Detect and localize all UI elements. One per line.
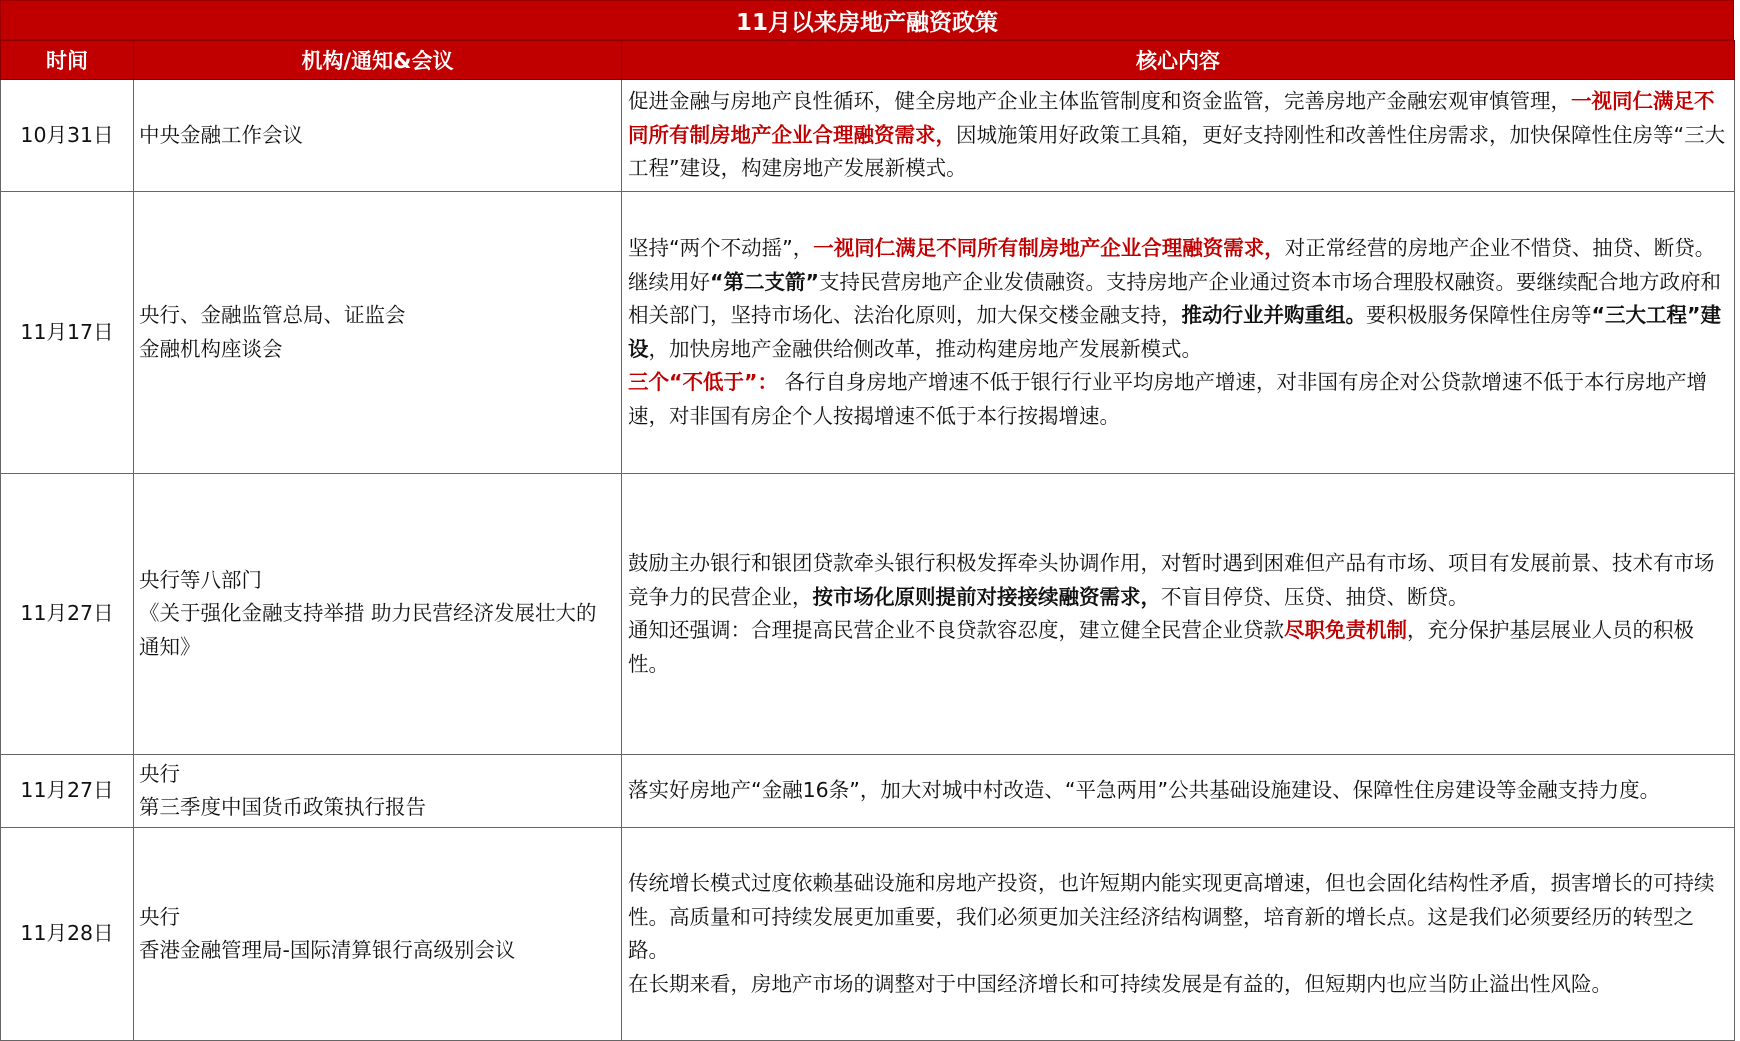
- table-row: [1, 474, 1735, 755]
- content-paragraph: [628, 85, 1726, 186]
- content-text: 促进金融与房地产良性循环，健全房地产企业主体监管制度和资金监管，完善房地产金融宏观审慎管理，: [628, 89, 1571, 114]
- table-title: 11月以来房地产融资政策: [0, 0, 1734, 40]
- org-line: 央行: [139, 904, 180, 929]
- content-text: 对正常经营的房地产企业不惜贷、抽贷、断贷。继续用好: [628, 236, 1716, 294]
- org-line: 金融机构座谈会: [139, 336, 283, 361]
- content-text: 不盲目停贷、压贷、抽贷、断贷。: [1161, 584, 1469, 609]
- org-line: 央行等八部门: [139, 567, 262, 592]
- table-row: [1, 828, 1735, 1041]
- header-content: 核心内容: [622, 41, 1735, 80]
- content-paragraph: [628, 614, 1726, 681]
- table-row: [1, 755, 1735, 828]
- table-row: [1, 192, 1735, 474]
- content-paragraph: [628, 366, 1726, 433]
- org-cell: [134, 80, 622, 192]
- content-cell: [622, 755, 1735, 828]
- org-line: 《关于强化金融支持举措 助力民营经济发展壮大的通知》: [139, 601, 597, 659]
- content-paragraph: [628, 547, 1726, 614]
- highlight-text: 三个“不低于”：: [628, 370, 778, 394]
- content-text: 要积极服务保障性住房等: [1366, 303, 1592, 327]
- date-cell: 11月28日: [1, 828, 134, 1041]
- content-text: ，加快房地产金融供给侧改革，推动构建房地产发展新模式。: [648, 336, 1202, 361]
- header-org: 机构/通知&会议: [134, 41, 622, 80]
- highlight-text: 一视同仁满足不同所有制房地产企业合理融资需求，: [628, 89, 1715, 147]
- content-cell: [622, 80, 1735, 192]
- org-line: 香港金融管理局-国际清算银行高级别会议: [139, 938, 516, 962]
- content-text: 坚持“两个不动摇”，: [628, 236, 814, 260]
- date-cell: 11月27日: [1, 474, 134, 755]
- org-cell: [134, 474, 622, 755]
- org-line: 央行、金融监管总局、证监会: [139, 303, 406, 327]
- header-row: [1, 41, 1735, 80]
- content-paragraph: [628, 867, 1726, 968]
- org-cell: [134, 192, 622, 474]
- org-line: 央行: [139, 761, 180, 786]
- content-text: 传统增长模式过度依赖基础设施和房地产投资，也许短期内能实现更高增速，但也会固化结构性矛盾，损害增长的可持续性。高质量和可持续发展更加重要，我们必须更加关注经济结构调整，培育新的增长点。这是我们必须要经历的转型之路。: [628, 871, 1715, 962]
- content-text: 通知还强调：合理提高民营企业不良贷款容忍度，建立健全民营企业贷款: [628, 618, 1284, 642]
- content-paragraph: [628, 774, 1726, 808]
- content-text: 支持民营房地产企业发债融资。支持房地产企业通过资本市场合理股权融资。要继续配合地方政府和相关部门，坚持市场化、法治化原则，加大保交楼金融支持，: [628, 269, 1721, 327]
- org-cell: [134, 828, 622, 1041]
- content-cell: [622, 192, 1735, 474]
- content-text: 在长期来看，房地产市场的调整对于中国经济增长和可持续发展是有益的，但短期内也应当防止溢出性风险。: [628, 971, 1612, 996]
- date-cell: 11月17日: [1, 192, 134, 474]
- content-text: 落实好房地产“金融16条”，加大对城中村改造、“平急两用”公共基础设施建设、保障性住房建设等金融支持力度。: [628, 778, 1661, 803]
- date-cell: 11月27日: [1, 755, 134, 828]
- header-time: 时间: [1, 41, 134, 80]
- content-text: 各行自身房地产增速不低于银行行业平均房地产增速，对非国有房企对公贷款增速不低于本行房地产增速，对非国有房企个人按揭增速不低于本行按揭增速。: [628, 370, 1707, 428]
- org-line: 中央金融工作会议: [139, 122, 303, 147]
- content-cell: [622, 474, 1735, 755]
- bold-text: 推动行业并购重组。: [1181, 303, 1366, 327]
- content-paragraph: [628, 968, 1726, 1002]
- table-row: [1, 80, 1735, 192]
- content-paragraph: [628, 232, 1726, 366]
- bold-text: “第二支箭”: [710, 269, 819, 294]
- bold-text: 按市场化原则提前对接接续融资需求，: [812, 584, 1161, 609]
- org-line: 第三季度中国货币政策执行报告: [139, 795, 426, 819]
- policy-table: [0, 40, 1735, 1041]
- content-text: 鼓励主办银行和银团贷款牵头银行积极发挥牵头协调作用，对暂时遇到困难但产品有市场、项目有发展前景、技术有市场竞争力的民营企业，: [628, 551, 1715, 609]
- content-text: ，充分保护基层展业人员的积极性。: [628, 618, 1694, 676]
- content-text: 因城施策用好政策工具箱，更好支持刚性和改善性住房需求，加快保障性住房等“三大工程”建设，构建房地产发展新模式。: [628, 122, 1726, 181]
- highlight-text: 一视同仁满足不同所有制房地产企业合理融资需求，: [813, 236, 1285, 260]
- highlight-text: 尽职免责机制: [1284, 618, 1407, 642]
- bold-text: “三大工程”建设: [628, 303, 1721, 361]
- content-cell: [622, 828, 1735, 1041]
- org-cell: [134, 755, 622, 828]
- date-cell: 10月31日: [1, 80, 134, 192]
